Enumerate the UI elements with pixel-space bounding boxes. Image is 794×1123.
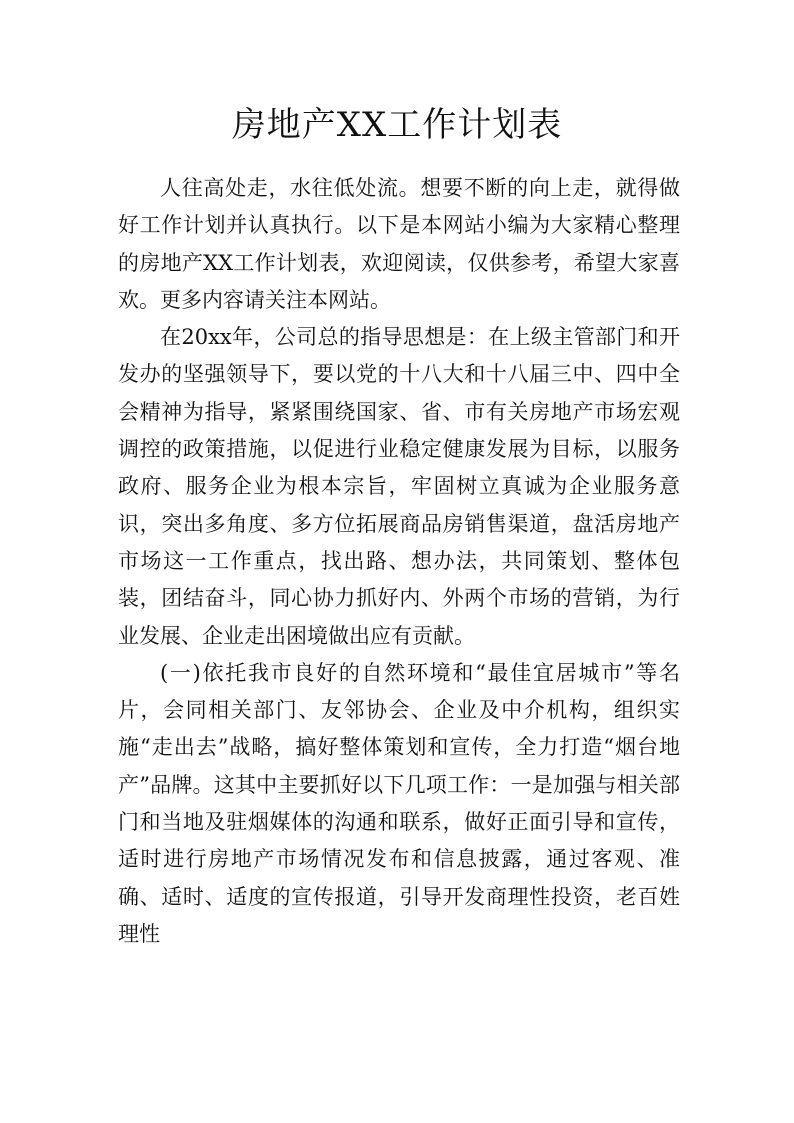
paragraph-guiding-thought: 在20xx年，公司总的指导思想是：在上级主管部门和开发办的坚强领导下，要以党的十八大和十八届三中、四中全会精神为指导，紧紧围绕国家、省、市有关房地产市场宏观调控的政策措施，以促进行业稳定健康发展为目标，以服务政府、服务企业为根本宗旨，牢固树立真诚为企业服务意识，突出多角度、多方位拓展商品房销售渠道，盘活房地产市场这一工作重点，找出路、想办法，共同策划、整体包装，团结奋斗，同心协力抓好内、外两个市场的营销，为行业发展、企业走出困境做出应有贡献。 [118, 325, 680, 648]
paragraph-item-one: (一)依托我市良好的自然环境和“最佳宜居城市”等名片，会同相关部门、友邻协会、企业及中介机构，组织实施“走出去”战略，搞好整体策划和宣传，全力打造“烟台地产”品牌。这其中主要抓好以下几项工作：一是加强与相关部门和当地及驻烟媒体的沟通和联系，做好正面引导和宣传，适时进行房地产市场情况发布和信息披露，通过客观、准确、适时、适度的宣传报道，引导开发商理性投资，老百姓理性 [118, 660, 680, 946]
document-body [118, 170, 680, 953]
paragraph-intro: 人往高处走，水往低处流。想要不断的向上走，就得做好工作计划并认真执行。以下是本网站小编为大家精心整理的房地产XX工作计划表，欢迎阅读，仅供参考，希望大家喜欢。更多内容请关注本网站。 [118, 176, 680, 312]
document-title: 房地产XX工作计划表 [231, 105, 563, 145]
